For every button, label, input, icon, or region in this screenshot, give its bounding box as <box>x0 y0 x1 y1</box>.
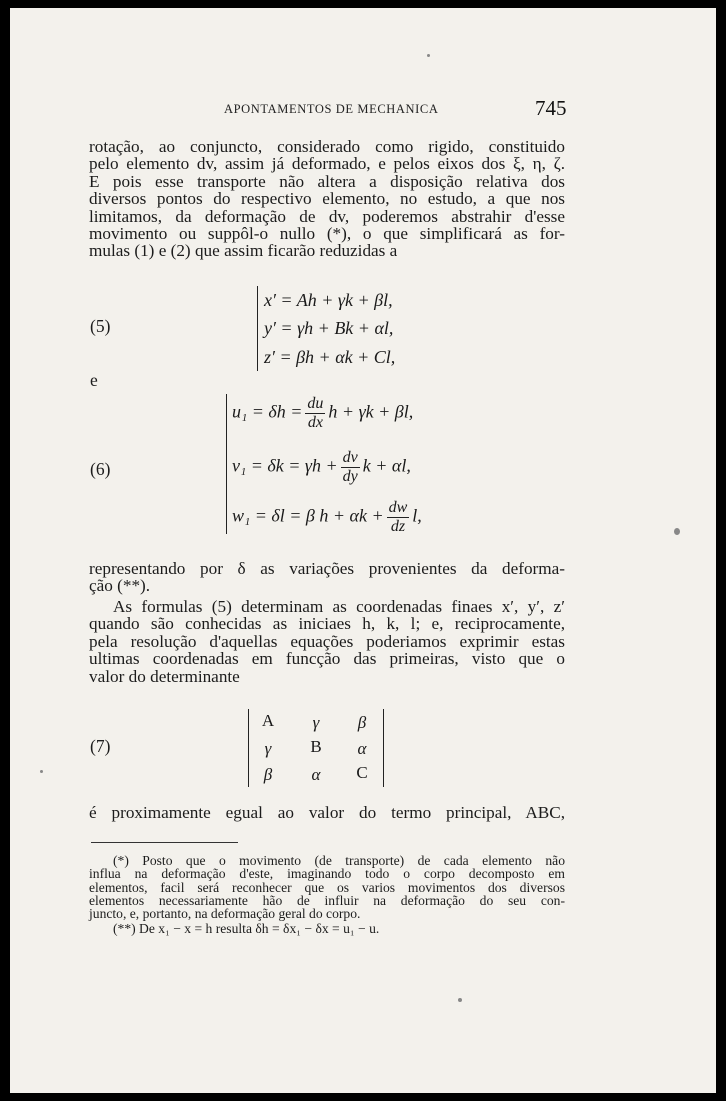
text-line: mulas (1) e (2) que assim ficarão reduzidas a <box>89 241 398 261</box>
footnote-separator <box>91 842 238 843</box>
text-line: E pois esse transporte não altera a disposição relativa dos <box>89 171 565 191</box>
det-cell-2-3: α <box>357 739 367 758</box>
footnote-line: juncto, e, portanto, na deformação geral do corpo. <box>89 906 361 922</box>
conjunction-e: e <box>90 370 98 390</box>
text-line: quando são conhecidas as iniciaes h, k, l; e, reciprocamente, <box>89 614 565 634</box>
eq6-line2-lhs: v₁ = δk = γh + <box>232 455 338 476</box>
text-line: pelo elemento dv, assim já deformado, e pelos eixos dos ξ, η, ζ. <box>89 154 565 174</box>
eq6-line1-numerator: du <box>307 395 324 412</box>
eq6-line1-fraction <box>305 395 325 432</box>
det-cell-1-1: A <box>261 711 275 730</box>
det-cell-3-3: C <box>356 763 368 782</box>
det-cell-3-2: α <box>311 765 321 784</box>
footnote-line: (**) De x₁ − x = h resulta δh = δx₁ − δx = u₁ − u. <box>113 921 380 936</box>
eq6-line1-lhs: u₁ = δh = <box>232 401 303 422</box>
determinant-label: (7) <box>90 736 111 756</box>
determinant <box>248 709 384 787</box>
eq6-line3-lhs: w₁ = δl = β h + αk + <box>232 505 384 526</box>
eq6-line3-denominator: dz <box>390 518 406 535</box>
equation-5-brace <box>257 286 258 371</box>
text-line: representando por δ as variações provenientes da deforma- <box>89 559 565 578</box>
running-title: APONTAMENTOS DE MECHANICA <box>224 102 439 116</box>
eq6-line1-rhs: h + γk + βl, <box>328 401 414 422</box>
eq6-line3-numerator: dw <box>388 499 408 516</box>
text-line: movimento ou suppôl-o nullo (*), o que simplificará as for- <box>89 224 565 244</box>
scan-speck <box>458 998 462 1002</box>
text-line: rotação, ao conjuncto, considerado como rigido, constituido <box>89 137 565 156</box>
page-number: 745 <box>535 96 567 120</box>
equation-6-line-3 <box>232 499 422 536</box>
equation-5-line-2: y′ = γh + Bk + αl, <box>264 318 394 338</box>
text-line: ção (**). <box>89 576 151 596</box>
scan-speck <box>40 770 43 773</box>
footnote-line: influa na deformação d'este, imaginando todo o corpo decomposto em <box>89 866 565 882</box>
equation-6-brace <box>226 394 227 534</box>
scan-speck <box>427 54 430 57</box>
equation-6-label: (6) <box>90 459 111 479</box>
det-cell-2-1: γ <box>264 739 272 758</box>
equation-6-line-1 <box>232 395 413 432</box>
equation-6-line-2 <box>232 449 411 486</box>
det-cell-2-2: B <box>310 737 322 756</box>
equation-5-line-1: x′ = Ah + γk + βl, <box>264 290 393 310</box>
scan-speck <box>674 528 680 535</box>
eq6-line2-rhs: k + αl, <box>362 455 411 476</box>
det-cell-1-2: γ <box>312 713 320 732</box>
text-line: ultimas coordenadas em funcção das primeiras, visto que o <box>89 649 565 669</box>
equation-5-label: (5) <box>90 316 111 336</box>
text-line: valor do determinante <box>89 666 240 686</box>
paragraph-3 <box>89 598 565 685</box>
paragraph-1 <box>89 138 565 260</box>
paragraph-2 <box>89 560 565 595</box>
eq6-line3-fraction <box>387 499 410 536</box>
footnote-line: (*) Posto que o movimento (de transporte) de cada elemento não <box>113 853 565 868</box>
page-header <box>10 96 716 124</box>
det-cell-1-3: β <box>357 713 367 732</box>
text-line: As formulas (5) determinam as coordenadas finaes x′, y′, z′ <box>113 597 565 616</box>
text-line: pela resolução d'aquellas equações poderiamos exprimir estas <box>89 631 565 651</box>
text-line: é proximamente egual ao valor do termo principal, ABC, <box>89 803 565 822</box>
footnote-line: elementos, facil será reconhecer que os varios movimentos dos diversos <box>89 879 565 895</box>
book-page <box>10 8 716 1093</box>
footnote-1 <box>89 854 565 920</box>
det-cell-3-1: β <box>263 765 273 784</box>
eq6-line2-numerator: dv <box>342 449 358 466</box>
eq6-line2-fraction <box>341 449 360 486</box>
equation-5-line-3: z′ = βh + αk + Cl, <box>264 347 396 367</box>
footnote-line: elementos necessariamente hão de influir na deformação do seu con- <box>89 892 565 908</box>
paragraph-4 <box>89 804 565 821</box>
eq6-line2-denominator: dy <box>342 468 358 485</box>
text-line: diversos pontos do respectivo elemento, no estudo, a que nos <box>89 189 565 209</box>
eq6-line3-rhs: l, <box>412 505 422 526</box>
text-line: limitamos, da deformação de dv, poderemos abstrahir d'esse <box>89 206 565 226</box>
eq6-line1-denominator: dx <box>307 414 323 431</box>
footnote-2 <box>89 922 565 935</box>
